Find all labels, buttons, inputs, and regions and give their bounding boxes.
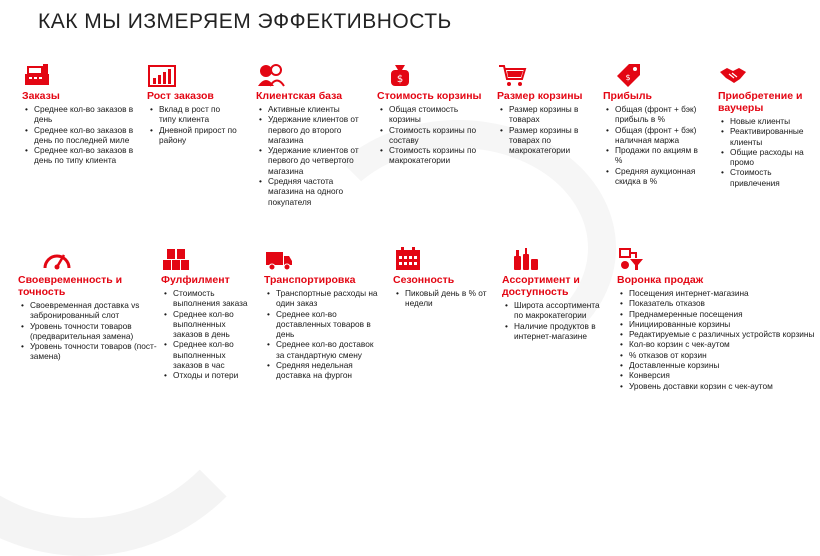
metric-block-acquisition xyxy=(718,62,814,188)
metric-list xyxy=(393,288,491,309)
shopping-cart-icon xyxy=(497,62,527,88)
metric-list xyxy=(603,104,703,186)
metric-item: • Вклад в рост по типу клиента xyxy=(159,104,239,125)
cash-register-icon xyxy=(22,62,52,88)
metric-list xyxy=(264,288,382,381)
metric-list xyxy=(377,104,489,166)
metric-heading: Транспортировка xyxy=(264,274,356,286)
bar-chart-icon xyxy=(147,62,177,88)
metric-block-profit xyxy=(603,62,703,186)
metric-item: • Кол-во корзин с чек-аутом xyxy=(629,339,815,349)
metric-heading: Фулфилмент xyxy=(161,274,230,286)
metric-list xyxy=(718,116,814,188)
metric-list xyxy=(617,288,815,391)
metric-block-fulfilment xyxy=(161,246,257,381)
metric-item: • Среднее кол-во выполненных заказов в час xyxy=(173,339,257,370)
metric-heading: Прибыль xyxy=(603,90,652,102)
metric-block-orders xyxy=(22,62,140,166)
metric-item: • Стоимость корзины по макрокатегории xyxy=(389,145,489,166)
metric-item: • Уровень точности товаров (предварительная замена) xyxy=(30,321,160,342)
metric-item: • Средняя недельная доставка на фургон xyxy=(276,360,382,381)
metric-item: • Своевременная доставка vs забронированный слот xyxy=(30,300,160,321)
metric-list xyxy=(161,288,257,381)
metric-heading: Приобретение и ваучеры xyxy=(718,90,803,114)
metric-list xyxy=(497,104,597,155)
metric-item: • Среднее кол-во заказов в день по типу клиента xyxy=(34,145,140,166)
metric-item: • Уровень точности товаров (пост-замена) xyxy=(30,341,160,362)
money-bag-icon xyxy=(385,62,415,88)
metric-heading: Воронка продаж xyxy=(617,274,704,286)
page-title: КАК МЫ ИЗМЕРЯЕМ ЭФФЕКТИВНОСТЬ xyxy=(38,10,452,33)
metric-block-seasonality xyxy=(393,246,491,309)
metric-item: • Реактивированные клиенты xyxy=(730,126,814,147)
metric-list xyxy=(22,104,140,166)
metric-item: • Стоимость привлечения xyxy=(730,167,814,188)
metric-heading: Стоимость корзины xyxy=(377,90,482,102)
metric-item: • Удержание клиентов от первого до второго магазина xyxy=(268,114,364,145)
metric-item: • Удержание клиентов от первого до четвертого магазина xyxy=(268,145,364,176)
metric-item: • Редактируемые с различных устройств корзины xyxy=(629,329,815,339)
metric-heading: Рост заказов xyxy=(147,90,214,102)
metric-item: • Стоимость корзины по составу xyxy=(389,125,489,146)
metric-block-customer-base xyxy=(256,62,364,207)
metric-item: • Транспортные расходы на один заказ xyxy=(276,288,382,309)
metric-item: • Средняя частота магазина на одного покупателя xyxy=(268,176,364,207)
metric-item: • Преднамеренные посещения xyxy=(629,309,815,319)
bottles-icon xyxy=(510,246,540,272)
metric-item: • Дневной прирост по району xyxy=(159,125,239,146)
metric-item: • % отказов от корзин xyxy=(629,350,815,360)
metric-block-order-growth xyxy=(147,62,239,145)
metric-list xyxy=(502,300,602,341)
metric-block-timeliness xyxy=(18,246,160,362)
warehouse-icon xyxy=(161,246,191,272)
svg-text:$: $ xyxy=(396,74,404,85)
metric-item: • Общие расходы на промо xyxy=(730,147,814,168)
metric-item: • Общая (фронт + бэк) наличная маржа xyxy=(615,125,703,146)
metric-heading: Клиентская база xyxy=(256,90,343,102)
speedometer-icon xyxy=(42,246,72,272)
metric-heading: Своевременность и точность xyxy=(18,274,123,298)
metric-item: • Пиковый день в % от недели xyxy=(405,288,491,309)
metric-heading: Ассортимент и доступность xyxy=(502,274,580,298)
metric-item: • Среднее кол-во заказов в день xyxy=(34,104,140,125)
metric-item: • Уровень доставки корзин с чек-аутом xyxy=(629,381,815,391)
metric-list xyxy=(18,300,160,362)
metric-item: • Среднее кол-во выполненных заказов в день xyxy=(173,309,257,340)
metric-item: • Посещения интернет-магазина xyxy=(629,288,815,298)
metric-block-basket-size xyxy=(497,62,597,155)
metric-item: • Наличие продуктов в интернет-магазине xyxy=(514,321,602,342)
metric-item: • Размер корзины в товарах по макрокатегории xyxy=(509,125,597,156)
metric-item: • Общая стоимость корзины xyxy=(389,104,489,125)
funnel-icon xyxy=(617,246,647,272)
metric-item: • Показатель отказов xyxy=(629,298,815,308)
handshake-icon xyxy=(718,62,748,88)
metric-item: • Новые клиенты xyxy=(730,116,814,126)
metric-item: • Стоимость выполнения заказа xyxy=(173,288,257,309)
metric-item: • Отходы и потери xyxy=(173,370,257,380)
metric-block-sales-funnel xyxy=(617,246,815,391)
metric-item: • Конверсия xyxy=(629,370,815,380)
metric-list xyxy=(147,104,239,145)
metric-list xyxy=(256,104,364,207)
metric-item: • Среднее кол-во доставок за стандартную смену xyxy=(276,339,382,360)
metric-item: • Среднее кол-во заказов в день по последней миле xyxy=(34,125,140,146)
metric-item: • Средняя аукционная скидка в % xyxy=(615,166,703,187)
metric-item: • Активные клиенты xyxy=(268,104,364,114)
metric-item: • Общая (фронт + бэк) прибыль в % xyxy=(615,104,703,125)
metric-item: • Продажи по акциям в % xyxy=(615,145,703,166)
metric-item: • Среднее кол-во доставленных товаров в день xyxy=(276,309,382,340)
metric-item: • Размер корзины в товарах xyxy=(509,104,597,125)
metric-block-assortment xyxy=(502,246,602,341)
metric-item: • Доставленные корзины xyxy=(629,360,815,370)
customers-icon xyxy=(256,62,286,88)
metric-item: • Широта ассортимента по макрокатегории xyxy=(514,300,602,321)
delivery-truck-icon xyxy=(264,246,294,272)
metric-block-transport xyxy=(264,246,382,381)
metric-item: • Инициированные корзины xyxy=(629,319,815,329)
svg-text:$: $ xyxy=(625,73,631,82)
metric-heading: Заказы xyxy=(22,90,60,102)
metric-heading: Сезонность xyxy=(393,274,455,286)
metric-heading: Размер корзины xyxy=(497,90,583,102)
price-tag-icon xyxy=(613,62,643,88)
metric-block-basket-value xyxy=(377,62,489,166)
calendar-icon xyxy=(393,246,423,272)
